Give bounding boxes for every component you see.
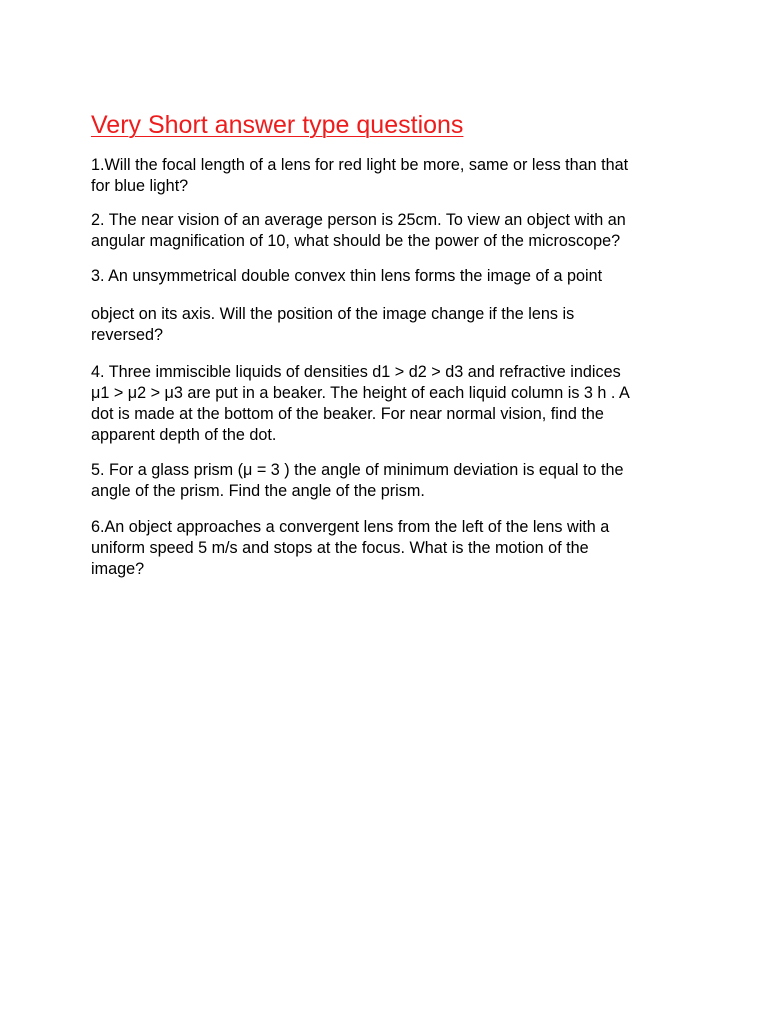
question-5: 5. For a glass prism (μ = 3 ) the angle of minimum deviation is equal to the angle of the prism. Find the angle of the prism. (91, 461, 624, 500)
question-3-continued: object on its axis. Will the position of the image change if the lens is reversed? (91, 305, 575, 344)
question-2: 2. The near vision of an average person is 25cm. To view an object with an angular magnification of 10, what should be the power of the microscope? (91, 211, 626, 250)
question-1: 1.Will the focal length of a lens for red light be more, same or less than that for blue light? (91, 156, 629, 195)
question-4: 4. Three immiscible liquids of densities d1 > d2 > d3 and refractive indices μ1 > μ2 > μ3 are put in a beaker. The height of each liquid column is 3 h . A dot is made at the bottom of the beaker. For near normal vision, find the apparent depth of the dot. (91, 363, 630, 444)
section-heading: Very Short answer type questions (91, 111, 464, 139)
question-3: 3. An unsymmetrical double convex thin lens forms the image of a point (91, 267, 603, 285)
question-6: 6.An object approaches a convergent lens from the left of the lens with a uniform speed 5 m/s and stops at the focus. What is the motion of the image? (91, 518, 610, 578)
